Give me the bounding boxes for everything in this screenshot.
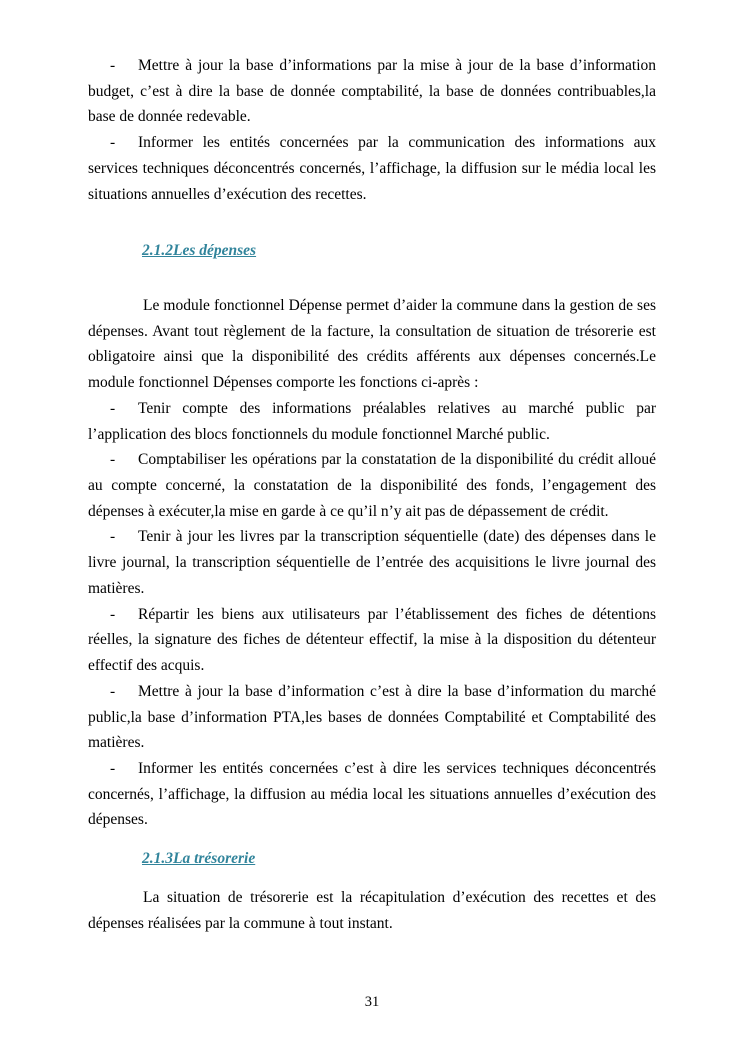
bullet-item (88, 756, 656, 833)
bullet-item (88, 396, 656, 447)
bullet-marker: - (110, 605, 116, 623)
bullet-text: Informer les entités concernées par la communication des informations aux services techniques déconcentrés concernés, l’affichage, la diffusion sur le média local les situations annuelles d’exécution des recettes. (88, 134, 656, 203)
bullet-item (88, 130, 656, 207)
bullet-text: Tenir compte des informations préalables relatives au marché public par l’application des blocs fonctionnels du module fonctionnel Marché public. (88, 399, 656, 443)
bullet-marker: - (110, 57, 116, 74)
bullet-marker: - (110, 134, 116, 152)
bullet-marker: - (110, 759, 116, 777)
section-heading-depenses: 2.1.2Les dépenses (142, 242, 257, 260)
bullet-item (88, 524, 656, 601)
bullet-item (88, 53, 656, 130)
bullet-text: Mettre à jour la base d’information c’est à dire la base d’information du marché public,la base d’information PTA,les bases de données Comptabilité et Comptabilité des matières. (88, 682, 656, 752)
bullet-item (88, 447, 656, 524)
body-paragraph: La situation de trésorerie est la récapitulation d’exécution des recettes et des dépenses réalisées par la commune à tout instant. (88, 888, 656, 932)
bullet-marker: - (110, 682, 116, 700)
bullet-item (88, 602, 656, 679)
bullet-text: Comptabiliser les opérations par la constatation de la disponibilité du crédit alloué au compte concerné, la constatation de la disponibilité des fonds, l’engagement des dépenses à exécuter,la mise en garde à ce qu’il n’y ait pas de dépassement de crédit. (88, 451, 656, 520)
bullet-marker: - (110, 528, 116, 546)
bullet-item (88, 679, 656, 756)
bullet-marker: - (110, 399, 116, 417)
bullet-marker: - (110, 451, 116, 469)
page-number: 31 (364, 994, 380, 1010)
bullet-text: Informer les entités concernées c’est à dire les services techniques déconcentrés concernés, l’affichage, la diffusion au média local les situations annuelles d’exécution des dépenses. (88, 759, 656, 829)
section-heading-tresorerie: 2.1.3La trésorerie (142, 850, 256, 868)
bullet-text: Mettre à jour la base d’informations par la mise à jour de la base d’information budget, c’est à dire la base de donnée comptabilité, la base de données contribuables,la base de donnée redevable. (88, 57, 656, 126)
bullet-text: Tenir à jour les livres par la transcription séquentielle (date) des dépenses dans le livre journal, la transcription séquentielle de l’entrée des acquisitions le livre journal des matières. (88, 528, 656, 597)
bullet-text: Répartir les biens aux utilisateurs par l’établissement des fiches de détentions réelles, la signature des fiches de détenteur effectif, la mise à la disposition du détenteur effectif des acquis. (88, 605, 656, 675)
body-paragraph: Le module fonctionnel Dépense permet d’aider la commune dans la gestion de ses dépenses. Avant tout règlement de la facture, la consultation de situation de trésorerie est obligatoire ainsi que la disponibilité des crédits afférents aux dépenses concernés.Le module fonctionnel Dépenses comporte les fonctions ci-après : (88, 297, 656, 392)
